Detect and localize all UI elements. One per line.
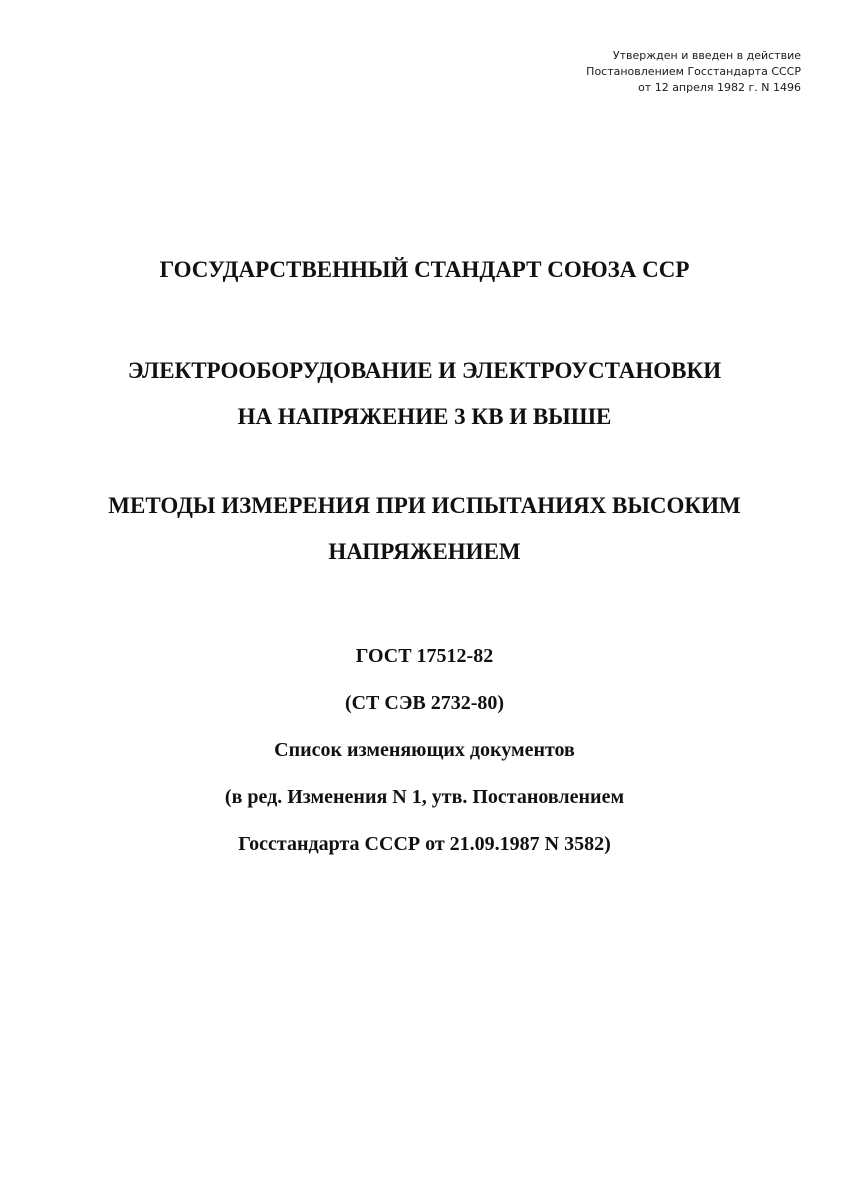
changes-line-1: (в ред. Изменения N 1, утв. Постановлением bbox=[224, 786, 625, 808]
changes-line-2: Госстандарта СССР от 21.09.1987 N 3582) bbox=[238, 833, 611, 855]
state-standard-title: ГОСУДАРСТВЕННЫЙ СТАНДАРТ СОЮЗА ССР bbox=[159, 257, 690, 282]
approval-line-2: Постановлением Госстандарта СССР bbox=[586, 65, 801, 78]
state-standard-heading bbox=[0, 255, 849, 285]
designation-block bbox=[0, 633, 849, 868]
methods-title-line-1: МЕТОДЫ ИЗМЕРЕНИЯ ПРИ ИСПЫТАНИЯХ ВЫСОКИМ bbox=[108, 493, 741, 518]
methods-heading bbox=[0, 483, 849, 575]
approval-note bbox=[586, 48, 801, 96]
approval-line-1: Утвержден и введен в действие bbox=[612, 49, 801, 62]
methods-title-line-2: НАПРЯЖЕНИЕМ bbox=[328, 539, 521, 564]
equipment-title-line-1: ЭЛЕКТРООБОРУДОВАНИЕ И ЭЛЕКТРОУСТАНОВКИ bbox=[127, 358, 722, 383]
changes-heading: Список изменяющих документов bbox=[274, 739, 575, 761]
equipment-heading bbox=[0, 348, 849, 440]
approval-line-3: от 12 апреля 1982 г. N 1496 bbox=[638, 81, 801, 94]
st-sev-number: (СТ СЭВ 2732-80) bbox=[344, 692, 505, 714]
gost-number: ГОСТ 17512-82 bbox=[355, 645, 494, 667]
equipment-title-line-2: НА НАПРЯЖЕНИЕ 3 КВ И ВЫШЕ bbox=[237, 404, 612, 429]
